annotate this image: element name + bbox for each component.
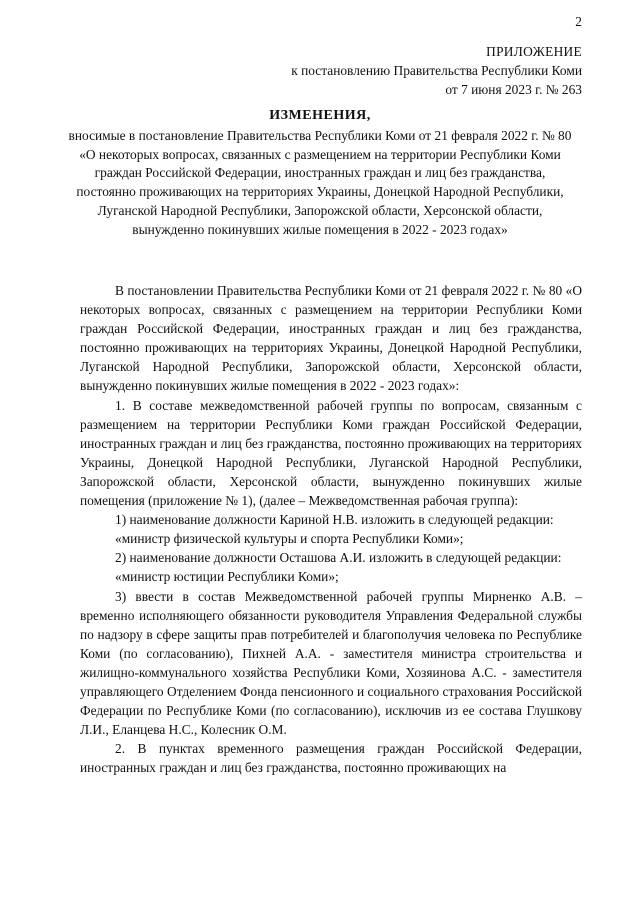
body-paragraph-subitem-1: 1) наименование должности Кариной Н.В. изложить в следующей редакции: xyxy=(115,512,554,528)
document-body xyxy=(80,281,582,777)
body-paragraph-item-1: 1. В составе межведомственной рабочей группы по вопросам, связанным с размещением на территории Республики Коми граждан Российской Федерации, иностранных граждан и лиц без гражданства, постоянно проживающих на территориях Украины, Донецкой Народной Республики, Луганской Народной Республики, Запорожской области, Херсонской области, вынужденно покинувших жилые помещения (приложение № 1), (далее – Межведомственная рабочая группа): xyxy=(80,397,582,509)
page-number: 2 xyxy=(575,14,582,29)
body-paragraph-quote-2: «министр юстиции Республики Коми»; xyxy=(115,569,339,585)
appendix-line-2: от 7 июня 2023 г. № 263 xyxy=(445,82,582,97)
document-heading: ИЗМЕНЕНИЯ, xyxy=(269,108,371,123)
body-paragraph-quote-1: «министр физической культуры и спорта Республики Коми»; xyxy=(115,531,464,547)
body-paragraph-subitem-3: 3) ввести в состав Межведомственной рабочей группы Мирненко А.В. – временно исполняющего обязанности руководителя Управления Федеральной службы по надзору в сфере защиты прав потребителей и благополучия человека по Республике Коми (по согласованию), Пихней А.А. - заместителя министра строительства и жилищно-коммунального хозяйства Республики Коми, Хозяинова А.С. - заместителя управляющего Отделением Фонда пенсионного и социального страхования Российской Федерации по Республике Коми (по согласованию), исключив из ее состава Глушкову Л.И., Еланцева Н.С., Колесник О.М. xyxy=(80,588,582,738)
appendix-block xyxy=(291,42,582,99)
body-paragraph-intro: В постановлении Правительства Республики Коми от 21 февраля 2022 г. № 80 «О некоторых вопросах, связанных с размещением на территории Республики Коми граждан Российской Федерации, иностранных граждан и лиц без гражданства, постоянно проживающих на территориях Украины, Донецкой Народной Республики, Луганской Народной Республики, Запорожской области, Херсонской области, вынужденно покинувших жилые помещения в 2022 - 2023 годах»: xyxy=(80,283,582,394)
body-paragraph-item-2: 2. В пунктах временного размещения граждан Российской Федерации, иностранных граждан и лиц без гражданства, постоянно проживающих на xyxy=(80,741,582,776)
appendix-title: ПРИЛОЖЕНИЕ xyxy=(486,44,582,59)
document-subtitle: вносимые в постановление Правительства Республики Коми от 21 февраля 2022 г. № 80 «О некоторых вопросах, связанных с размещением на территории Республики Коми граждан Российской Федерации, иностранных граждан и лиц без гражданства, постоянно проживающих на территориях Украины, Донецкой Народной Республики, Луганской Народной Республики, Запорожской области, Херсонской области, вынужденно покинувших жилые помещения в 2022 - 2023 годах» xyxy=(68,128,572,237)
appendix-line-1: к постановлению Правительства Республики Коми xyxy=(291,63,582,78)
body-paragraph-subitem-2: 2) наименование должности Осташова А.И. изложить в следующей редакции: xyxy=(115,550,562,566)
